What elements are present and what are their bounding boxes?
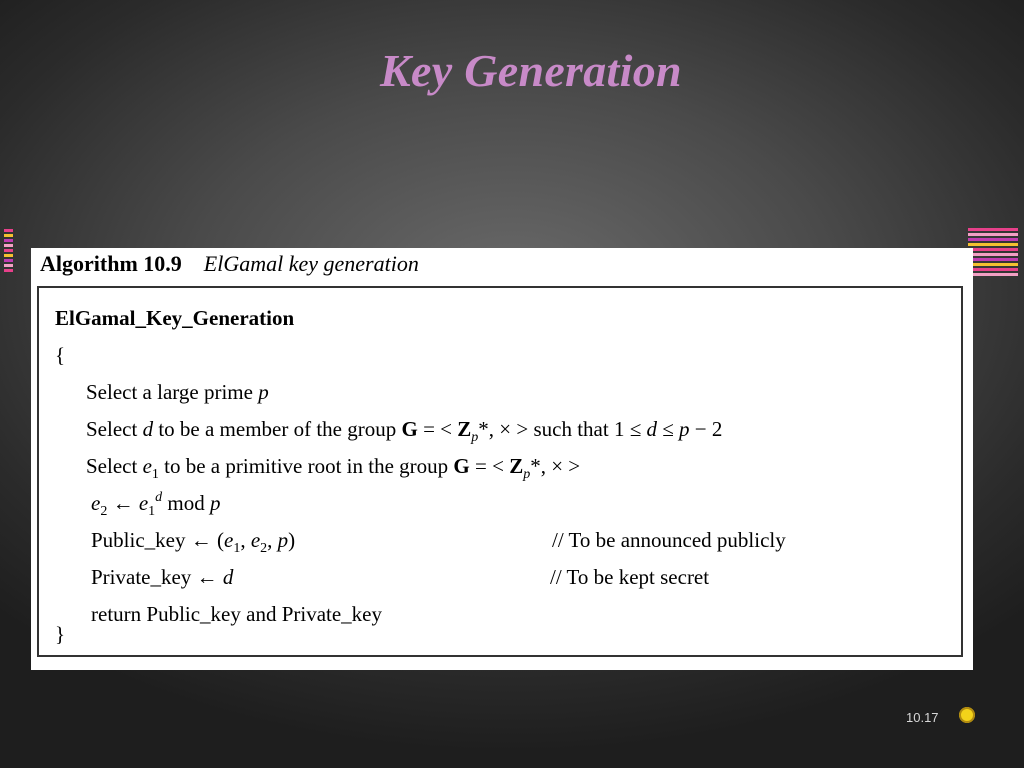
step-select-prime: Select a large prime p (86, 380, 269, 404)
step-return: return Public_key and Private_key (91, 602, 383, 626)
algorithm-caption: ElGamal key generation (203, 251, 419, 276)
nav-dot-icon[interactable] (959, 707, 975, 723)
decorative-stripes-left (4, 229, 13, 274)
step-public-key: Public_key ← ($e_1$, $e_2$, p) (91, 528, 296, 556)
open-brace: { (55, 343, 66, 367)
algorithm-header (40, 251, 419, 277)
function-name: ElGamal_Key_Generation (55, 306, 295, 330)
algorithm-figure (31, 248, 973, 670)
page-number: 10.17 (906, 710, 939, 725)
algorithm-box (37, 286, 963, 657)
step-compute-e2: $e_2$ ← $e_1^d$ mod p (91, 490, 221, 519)
close-brace: } (55, 622, 66, 646)
step-select-d: Select d to be a member of the group G = < $Z_p*$, × > such that 1 ≤ d ≤ p − 2 (86, 417, 723, 445)
step-select-e1: Select $e_1$ to be a primitive root in the group G = < $Z_p*$, × > (86, 454, 581, 482)
algorithm-number: Algorithm 10.9 (40, 251, 182, 276)
step-private-key: Private_key ← d (91, 565, 234, 589)
comment-secret: // To be kept secret (550, 565, 710, 589)
decorative-stripes-right (968, 228, 1018, 278)
slide-title: Key Generation (380, 45, 682, 96)
comment-public: // To be announced publicly (552, 528, 786, 552)
